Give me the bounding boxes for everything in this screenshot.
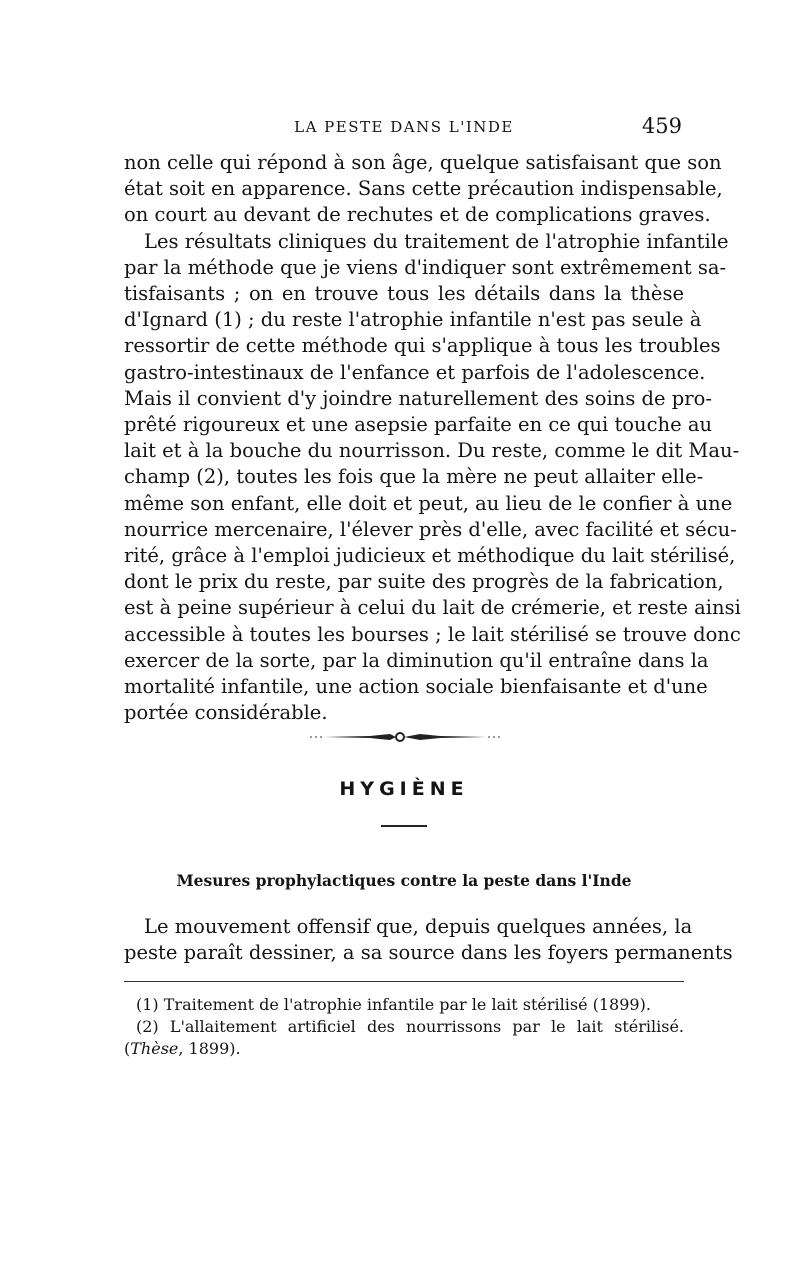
text-line: on court au devant de rechutes et de complications graves. (124, 203, 711, 227)
footnote-2: (2) L'allaitement artificiel des nourrissons par le lait stérilisé. (136, 1017, 684, 1036)
text-line: par la méthode que je viens d'indiquer sont extrêmement sa- (124, 255, 727, 279)
text-line: même son enfant, elle doit et peut, au lieu de le confier à une (124, 491, 733, 515)
text-line: lait et à la bouche du nourrisson. Du reste, comme le dit Mau- (124, 439, 740, 463)
body-paragraphs (124, 150, 741, 726)
footnote-1: (1) Traitement de l'atrophie infantile par le lait stérilisé (1899). (136, 995, 651, 1014)
title-rule (381, 825, 427, 827)
text-line: champ (2), toutes les fois que la mère ne peut allaiter elle- (124, 465, 704, 489)
text-line: nourrice mercenaire, l'élever près d'elle, avec facilité et sécu- (124, 517, 737, 541)
article-title: Mesures prophylactiques contre la peste dans l'Inde (176, 871, 632, 890)
article-paragraph (124, 914, 733, 966)
text-line: Mais il convient d'y joindre naturellement des soins de pro- (124, 386, 712, 410)
page-number: 459 (641, 114, 682, 138)
footnotes (124, 994, 684, 1060)
footnote-rule (124, 981, 684, 982)
text-line: non celle qui répond à son âge, quelque satisfaisant que son (124, 151, 722, 174)
text-line: état soit en apparence. Sans cette précaution indispensable, (124, 177, 723, 201)
text-line: Le mouvement offensif que, depuis quelques années, la (144, 915, 693, 938)
section-title: HYGIÈNE (339, 778, 469, 800)
text-line: d'Ignard (1) ; du reste l'atrophie infantile n'est pas seule à (124, 308, 702, 332)
footnote-2-continuation (124, 1038, 684, 1060)
text-line: peste paraît dessiner, a sa source dans les foyers permanents (124, 941, 733, 965)
running-head: LA PESTE DANS L'INDE (294, 118, 514, 136)
footnote-2-italic: Thèse (130, 1039, 179, 1058)
text-line: ressortir de cette méthode qui s'applique à tous les troubles (124, 334, 721, 358)
text-line: mortalité infantile, une action sociale bienfaisante et d'une (124, 675, 708, 699)
ornament-divider (310, 727, 500, 747)
text-line: rité, grâce à l'emploi judicieux et méthodique du lait stérilisé, (124, 544, 736, 568)
text-line: portée considérable. (124, 701, 328, 725)
text-line: est à peine supérieur à celui du lait de crémerie, et reste ainsi (124, 596, 741, 620)
text-line: accessible à toutes les bourses ; le lait stérilisé se trouve donc (124, 622, 741, 646)
text-line: tisfaisants ; on en trouve tous les détails dans la thèse (124, 282, 684, 306)
text-line: gastro-intestinaux de l'enfance et parfois de l'adolescence. (124, 360, 706, 384)
footnote-2-tail: , 1899). (178, 1039, 241, 1058)
text-line: dont le prix du reste, par suite des progrès de la fabrication, (124, 570, 724, 594)
footnote-2-paren: ( (124, 1039, 131, 1058)
text-line: Les résultats cliniques du traitement de l'atrophie infantile (144, 229, 729, 253)
text-line: exercer de la sorte, par la diminution qu'il entraîne dans la (124, 648, 709, 672)
text-line: prêté rigoureux et une asepsie parfaite en ce qui touche au (124, 413, 712, 437)
page-header (124, 114, 684, 144)
